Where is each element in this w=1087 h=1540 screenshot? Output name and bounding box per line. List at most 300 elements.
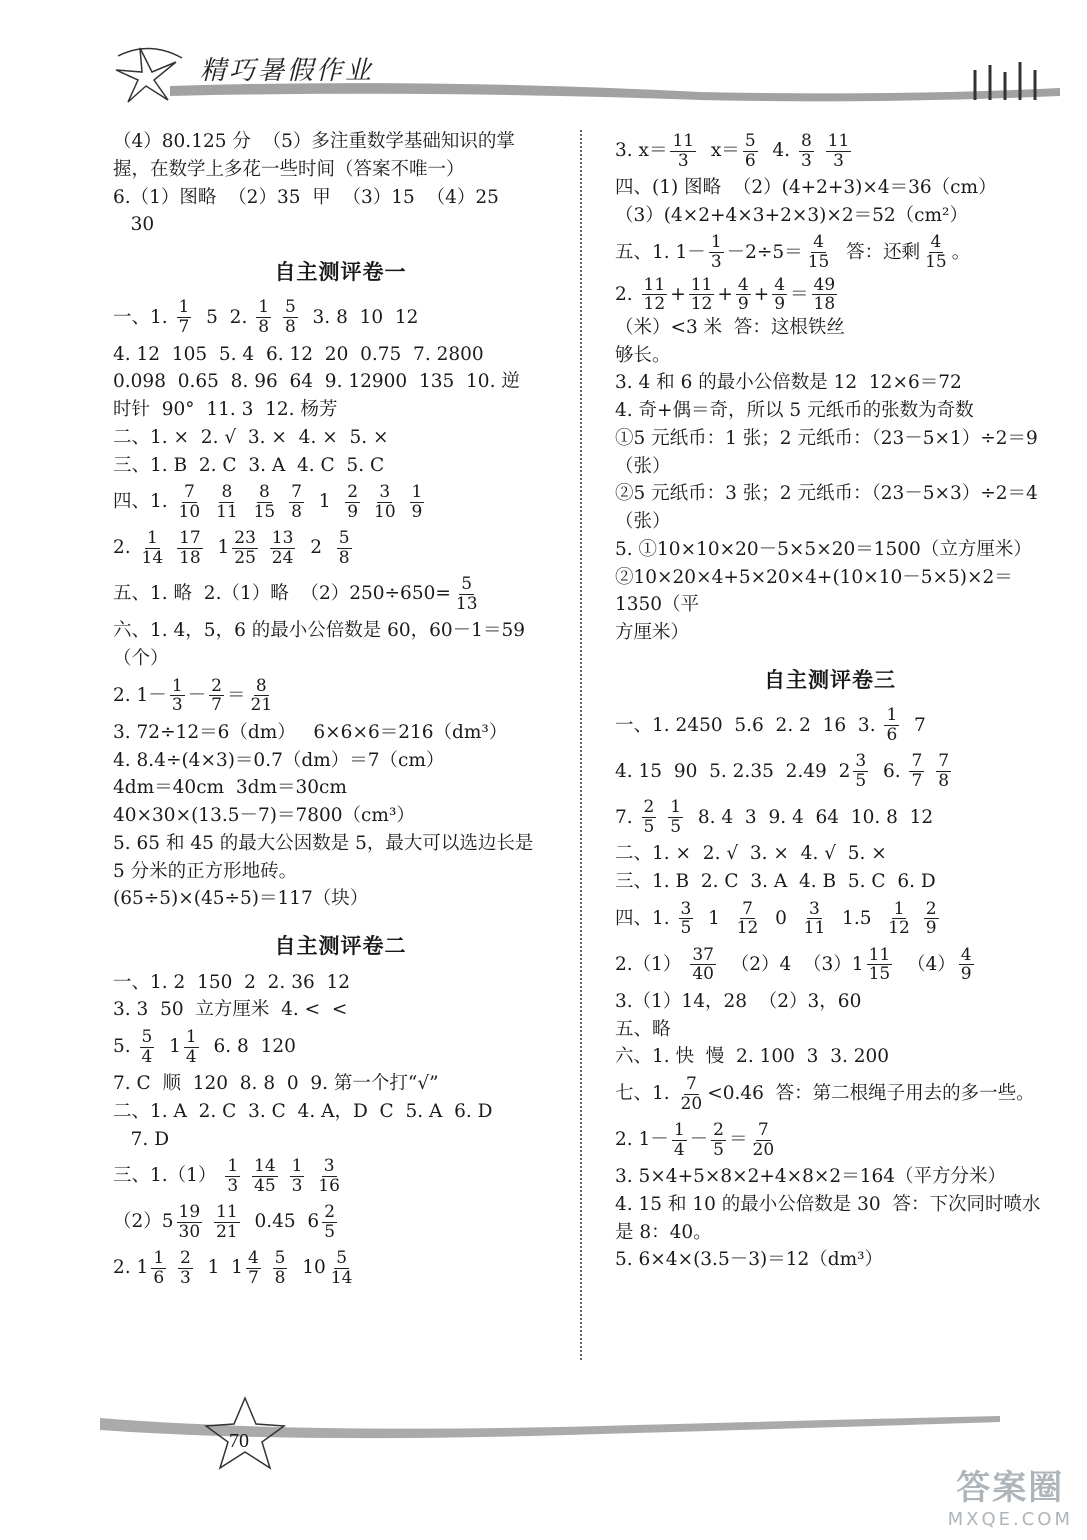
answer-line bbox=[113, 747, 568, 775]
fraction-numerator: 49 bbox=[813, 274, 836, 295]
answer-line bbox=[615, 397, 1045, 425]
answer-text: 4. bbox=[760, 140, 796, 162]
fraction-denominator: 25 bbox=[234, 547, 256, 568]
fraction bbox=[214, 1203, 240, 1241]
answer-text bbox=[243, 1162, 249, 1190]
answer-text: 3.（1）14，28 （2）3，60 bbox=[615, 990, 862, 1012]
page-number: 70 bbox=[229, 1430, 249, 1452]
answer-text: 六、1. 快 慢 2. 100 3 3. 200 bbox=[615, 1046, 890, 1068]
answer-text: ＝ bbox=[226, 684, 246, 706]
answer-line bbox=[113, 424, 568, 452]
left-column bbox=[113, 128, 568, 1291]
answer-text bbox=[280, 488, 286, 516]
fraction-denominator: 3 bbox=[180, 1267, 191, 1288]
answer-text: 4. 15 90 5. 2.35 2.49 2 bbox=[615, 760, 851, 782]
answer-text: 一、1. 2450 5.6 2. 2 16 3. bbox=[615, 714, 882, 736]
answer-text: 1 bbox=[306, 491, 343, 513]
fraction bbox=[337, 529, 352, 567]
fraction-numerator: 11 bbox=[827, 130, 850, 151]
fraction-denominator: 24 bbox=[271, 547, 294, 568]
answer-text: 10 bbox=[290, 1257, 326, 1279]
answer-text: （4） bbox=[895, 954, 956, 975]
answer-text: 5. 6×4×(3.5－3)＝12（dm³） bbox=[615, 1249, 884, 1271]
answer-text: ②10×20×4+5×20×4+(10×10－5×5)×2＝1350（平 bbox=[615, 566, 1013, 616]
fraction bbox=[672, 1121, 687, 1159]
answer-text bbox=[659, 804, 665, 832]
fraction-denominator: 7 bbox=[247, 1267, 259, 1288]
fraction-numerator: 2 bbox=[180, 1248, 191, 1269]
answer-line bbox=[615, 1071, 1045, 1117]
fraction-numerator: 4 bbox=[737, 274, 749, 295]
fraction-numerator: 7 bbox=[685, 1073, 697, 1094]
fraction-denominator: 5 bbox=[713, 1139, 724, 1160]
fraction-denominator: 4 bbox=[185, 1046, 197, 1067]
answer-line bbox=[615, 748, 1045, 794]
answer-text: 7 bbox=[902, 714, 926, 736]
fraction bbox=[232, 529, 258, 567]
answer-text: 二、1. × 2. √ 3. × 4. √ 5. × bbox=[615, 843, 887, 865]
fraction-denominator: 20 bbox=[752, 1139, 775, 1160]
fraction bbox=[252, 483, 278, 521]
answer-text: 6. bbox=[871, 760, 907, 782]
watermark-url: MXQE.COM bbox=[947, 1509, 1073, 1530]
fraction bbox=[689, 276, 715, 314]
fraction bbox=[372, 483, 398, 521]
answer-text: 3. 3 50 立方厘米 4. < < bbox=[113, 999, 348, 1021]
answer-text: ①5 元纸币：1 张；2 元纸币：（23－5×1）÷2＝9 bbox=[615, 427, 1038, 449]
fraction-denominator: 8 bbox=[291, 501, 302, 522]
fraction-denominator: 12 bbox=[736, 918, 759, 939]
fraction-denominator: 8 bbox=[938, 770, 950, 791]
answer-line bbox=[615, 369, 1045, 397]
answer-text: （张） bbox=[615, 511, 671, 533]
answer-text: 5. bbox=[113, 1036, 137, 1058]
fraction-denominator: 8 bbox=[258, 317, 270, 337]
fraction bbox=[140, 529, 166, 567]
fraction-denominator: 5 bbox=[643, 816, 655, 837]
answer-line bbox=[113, 1098, 568, 1126]
fraction-denominator: 3 bbox=[291, 1175, 303, 1196]
fraction-denominator: 21 bbox=[216, 1221, 238, 1242]
fraction-numerator: 2 bbox=[643, 797, 655, 818]
fraction bbox=[252, 1157, 278, 1195]
fraction bbox=[690, 946, 716, 984]
answer-text: －2÷5＝ bbox=[726, 241, 803, 263]
answer-text: 时针 90° 11. 3 12. 杨芳 bbox=[113, 399, 338, 420]
answer-line bbox=[615, 1191, 1045, 1219]
fraction-denominator: 7 bbox=[911, 770, 923, 791]
fraction-numerator: 5 bbox=[744, 130, 756, 151]
answer-text: （2）4 （3）1 bbox=[718, 954, 864, 975]
answer-text: x＝ bbox=[699, 140, 740, 162]
answer-text: （2）5 bbox=[113, 1211, 174, 1233]
answer-text: 1 bbox=[696, 908, 732, 929]
answer-text: 答：还剩 bbox=[834, 241, 921, 263]
test-2-answers bbox=[113, 969, 568, 1292]
answer-text: 三、1. B 2. C 3. A 4. C 5. C bbox=[113, 454, 385, 476]
answer-line bbox=[113, 830, 568, 858]
fraction-denominator: 12 bbox=[643, 294, 666, 315]
fraction-denominator: 3 bbox=[710, 252, 722, 272]
fraction bbox=[936, 752, 951, 790]
fraction-denominator: 15 bbox=[807, 252, 830, 272]
fraction-numerator: 37 bbox=[692, 944, 714, 965]
answer-text bbox=[205, 1208, 211, 1236]
fraction-denominator: 11 bbox=[216, 501, 238, 522]
fraction bbox=[679, 900, 694, 938]
fraction bbox=[246, 1249, 261, 1287]
fraction bbox=[711, 1121, 726, 1159]
answer-text bbox=[281, 1162, 287, 1190]
answer-line bbox=[615, 342, 1045, 370]
fraction-numerator: 4 bbox=[774, 274, 786, 295]
answer-line bbox=[113, 885, 568, 913]
answer-text: （个） bbox=[113, 648, 169, 669]
answer-line bbox=[113, 1024, 568, 1070]
fraction-numerator: 3 bbox=[855, 751, 867, 772]
header-decoration bbox=[0, 0, 1087, 115]
fraction-numerator: 11 bbox=[216, 1202, 238, 1223]
fraction bbox=[329, 1249, 355, 1287]
answer-text: （3）(4×2+4×3+2×3)×2＝52（cm²） bbox=[615, 204, 968, 226]
fraction-denominator: 9 bbox=[737, 294, 749, 315]
fraction bbox=[806, 233, 832, 271]
answer-text: 30 bbox=[113, 214, 155, 236]
answer-line bbox=[113, 1199, 568, 1245]
fraction bbox=[177, 298, 192, 336]
answer-text: 2. bbox=[615, 283, 639, 305]
answer-line bbox=[113, 858, 568, 886]
answer-text: 2. 1－ bbox=[615, 1129, 669, 1151]
fraction-denominator: 5 bbox=[670, 816, 682, 837]
fraction bbox=[170, 677, 185, 715]
answer-text: 1.5 bbox=[830, 908, 884, 929]
answer-text bbox=[168, 534, 174, 562]
fraction-denominator: 9 bbox=[774, 294, 786, 315]
fraction-denominator: 5 bbox=[855, 770, 867, 791]
answer-text: 40×30×(13.5－7)＝7800（cm³） bbox=[113, 805, 415, 826]
fraction-denominator: 10 bbox=[374, 501, 396, 522]
fraction bbox=[290, 1157, 305, 1195]
fraction-denominator: 15 bbox=[253, 501, 276, 522]
fraction-denominator: 3 bbox=[171, 695, 183, 716]
answer-text bbox=[363, 488, 369, 516]
answer-text: 一、1. 2 150 2 2. 36 12 bbox=[113, 971, 351, 993]
answer-line bbox=[113, 996, 568, 1024]
fraction-numerator: 3 bbox=[809, 898, 820, 919]
fraction bbox=[289, 483, 304, 521]
answer-text: ＝ bbox=[728, 1129, 748, 1151]
answer-line bbox=[113, 719, 568, 747]
answer-text: （米）<3 米 答：这根铁丝 bbox=[615, 316, 845, 338]
fraction-denominator: 14 bbox=[141, 547, 164, 568]
fraction bbox=[178, 1249, 193, 1287]
answer-line bbox=[615, 840, 1045, 868]
fraction-numerator: 7 bbox=[183, 482, 195, 503]
answer-line bbox=[113, 774, 568, 802]
fraction-denominator: 20 bbox=[680, 1093, 703, 1114]
fraction-denominator: 15 bbox=[925, 252, 947, 272]
answer-line bbox=[113, 479, 568, 525]
fraction bbox=[273, 1249, 288, 1287]
test-1-answers bbox=[113, 295, 568, 914]
fraction bbox=[736, 276, 751, 314]
answer-text: － bbox=[187, 684, 207, 706]
answer-text: 7. bbox=[615, 806, 639, 828]
answer-text: + bbox=[670, 283, 686, 305]
answer-line bbox=[113, 1245, 568, 1291]
test-2-continued-answers bbox=[615, 128, 1045, 647]
answer-line bbox=[615, 988, 1045, 1016]
right-column bbox=[615, 128, 1045, 1274]
fraction-denominator: 16 bbox=[318, 1175, 340, 1196]
fraction-numerator: 2 bbox=[925, 898, 937, 919]
fraction-numerator: 1 bbox=[673, 1119, 685, 1140]
fraction-denominator: 6 bbox=[153, 1267, 165, 1288]
fraction-denominator: 6 bbox=[886, 724, 898, 745]
fraction-numerator: 1 bbox=[153, 1248, 165, 1269]
answer-line bbox=[113, 525, 568, 571]
answer-text bbox=[264, 1254, 270, 1282]
fraction bbox=[670, 132, 696, 170]
fraction bbox=[853, 752, 868, 790]
header-title: 精巧暑假作业 bbox=[200, 56, 375, 86]
answer-text: 3. 5×4+5×8×2+4×8×2＝164（平方分米） bbox=[615, 1166, 1007, 1188]
answer-text bbox=[401, 488, 407, 516]
fraction bbox=[454, 575, 480, 613]
answer-line bbox=[615, 896, 1045, 942]
answer-line bbox=[615, 536, 1045, 564]
fraction bbox=[177, 529, 203, 567]
fraction-numerator: 11 bbox=[643, 274, 666, 295]
fraction bbox=[270, 529, 296, 567]
fraction bbox=[802, 900, 828, 938]
fraction bbox=[959, 946, 974, 984]
fraction-numerator: 17 bbox=[179, 528, 201, 549]
answer-text: 三、1. B 2. C 3. A 4. B 5. C 6. D bbox=[615, 871, 936, 893]
answer-text: 二、1. × 2. √ 3. × 4. × 5. × bbox=[113, 426, 389, 448]
answer-text: 3. 4 和 6 的最小公倍数是 12 12×6＝72 bbox=[615, 372, 962, 394]
fraction-denominator: 3 bbox=[677, 150, 689, 171]
fraction bbox=[642, 798, 657, 836]
fraction-denominator: 15 bbox=[868, 964, 891, 985]
answer-text: 方厘米） bbox=[615, 622, 690, 644]
fraction-numerator: 1 bbox=[291, 1156, 303, 1177]
answer-text bbox=[915, 905, 921, 933]
answer-text: ②5 元纸币：3 张；2 元纸币：（23－5×3）÷2＝4 bbox=[615, 483, 1038, 505]
answer-text: 3. x＝ bbox=[615, 140, 668, 162]
answer-text: 4. 15 和 10 的最小公倍数是 30 答：下次同时喷水 bbox=[615, 1193, 1041, 1215]
answer-line bbox=[113, 341, 568, 369]
fraction-numerator: 5 bbox=[336, 1248, 348, 1269]
answer-text: 七、1. bbox=[615, 1083, 676, 1105]
answer-text bbox=[261, 534, 267, 562]
answer-text: 0 bbox=[763, 908, 799, 929]
answer-line bbox=[113, 571, 568, 617]
fraction-denominator: 10 bbox=[178, 501, 201, 522]
answer-line bbox=[113, 396, 568, 424]
answer-text bbox=[243, 488, 249, 516]
fraction-denominator: 18 bbox=[179, 547, 201, 568]
answer-text: 四、(1) 图略 （2）(4+2+3)×4＝36（cm） bbox=[615, 177, 997, 198]
fraction-numerator: 8 bbox=[255, 675, 267, 696]
fraction-numerator: 4 bbox=[247, 1248, 259, 1269]
fraction-denominator: 3 bbox=[227, 1175, 239, 1196]
fraction-numerator: 19 bbox=[178, 1202, 201, 1223]
fraction-denominator: 5 bbox=[324, 1221, 336, 1242]
fraction-numerator: 11 bbox=[868, 944, 891, 965]
fraction bbox=[923, 233, 949, 271]
fraction bbox=[924, 900, 939, 938]
fraction bbox=[886, 900, 912, 938]
answer-line bbox=[615, 1219, 1045, 1247]
fraction-denominator: 9 bbox=[925, 918, 937, 939]
fraction-denominator: 4 bbox=[141, 1046, 153, 1067]
fraction-numerator: 8 bbox=[800, 130, 812, 151]
answer-text: （4）80.125 分 （5）多注重数学基础知识的掌 bbox=[113, 131, 515, 152]
fraction bbox=[867, 946, 893, 984]
answer-line bbox=[615, 1016, 1045, 1044]
answer-text: 四、1. bbox=[113, 491, 174, 513]
answer-line bbox=[113, 156, 568, 184]
answer-text: 握，在数学上多花一些时间（答案不唯一） bbox=[113, 158, 465, 180]
fraction-denominator: 12 bbox=[690, 294, 713, 315]
answer-line bbox=[113, 368, 568, 396]
answer-line bbox=[113, 211, 568, 239]
answer-text: 4. 奇+偶＝奇，所以 5 元纸币的张数为奇数 bbox=[615, 400, 974, 422]
fraction bbox=[316, 1157, 342, 1195]
answer-line bbox=[113, 802, 568, 830]
fraction-numerator: 4 bbox=[930, 232, 942, 253]
answer-text: 1 bbox=[157, 1036, 181, 1058]
fraction-numerator: 3 bbox=[323, 1156, 335, 1177]
fraction bbox=[249, 677, 275, 715]
answer-text: 三、1.（1） bbox=[113, 1165, 223, 1187]
answer-text: + bbox=[753, 283, 770, 305]
answer-text: 7. C 顺 120 8. 8 0 9. 第一个打“√” bbox=[113, 1073, 439, 1094]
fraction-denominator: 9 bbox=[960, 964, 972, 985]
page-header bbox=[0, 0, 1087, 115]
fraction-numerator: 7 bbox=[291, 482, 302, 503]
fraction-numerator: 2 bbox=[713, 1119, 724, 1140]
answer-text: 2. bbox=[113, 537, 137, 559]
answer-line bbox=[615, 1117, 1045, 1163]
fraction-denominator: 14 bbox=[330, 1267, 353, 1288]
answer-line bbox=[615, 425, 1045, 453]
fraction bbox=[812, 276, 838, 314]
watermark bbox=[948, 1460, 1073, 1530]
answer-line bbox=[113, 1153, 568, 1199]
answer-line bbox=[615, 508, 1045, 536]
answer-text: 0.45 6 bbox=[242, 1211, 320, 1233]
fraction-denominator: 11 bbox=[803, 918, 826, 939]
fraction-numerator: 1 bbox=[411, 482, 423, 503]
answer-text: 够长。 bbox=[615, 344, 671, 366]
answer-text: 8. 4 3 9. 4 64 10. 8 12 bbox=[686, 806, 934, 828]
fraction bbox=[909, 752, 924, 790]
answer-line bbox=[615, 174, 1045, 202]
answer-text: 1 bbox=[205, 537, 230, 559]
answer-text: 2. 1 bbox=[113, 1257, 149, 1279]
answer-text: 五、略 bbox=[615, 1018, 671, 1040]
fraction-numerator: 13 bbox=[271, 528, 294, 549]
fraction-numerator: 1 bbox=[886, 705, 898, 726]
fraction-numerator: 1 bbox=[670, 797, 682, 818]
answer-line bbox=[113, 645, 568, 673]
answer-text: 4. 12 105 5. 4 6. 12 20 0.75 7. 2800 bbox=[113, 343, 484, 365]
fraction bbox=[184, 1028, 199, 1066]
answer-line bbox=[615, 276, 1045, 342]
answer-text: 四、1. bbox=[615, 908, 676, 929]
answer-text: 五、1. 略 2.（1）略 （2）250÷650= bbox=[113, 583, 451, 605]
fraction-numerator: 7 bbox=[757, 1119, 769, 1140]
fraction-numerator: 1 bbox=[146, 528, 158, 549]
column-divider bbox=[580, 130, 582, 1360]
fraction-numerator: 3 bbox=[379, 482, 391, 503]
fraction-denominator: 7 bbox=[211, 695, 222, 716]
answer-text bbox=[307, 1162, 313, 1190]
fraction bbox=[225, 1157, 240, 1195]
answer-line bbox=[615, 702, 1045, 748]
fraction bbox=[256, 298, 271, 336]
answer-line bbox=[615, 453, 1045, 481]
fraction-numerator: 1 bbox=[185, 1026, 197, 1047]
answer-line bbox=[615, 230, 1045, 276]
fraction-denominator: 45 bbox=[254, 1175, 276, 1196]
answer-text: 4. 8.4÷(4×3)＝0.7（dm）＝7（cm） bbox=[113, 749, 445, 771]
fraction bbox=[884, 706, 899, 744]
answer-text: 3. 8 10 12 bbox=[300, 306, 419, 328]
fraction-denominator: 9 bbox=[347, 501, 359, 522]
fraction bbox=[214, 483, 240, 521]
answer-text: <0.46 答：第二根绳子用去的多一些。 bbox=[707, 1083, 1035, 1105]
fraction bbox=[735, 900, 761, 938]
fraction-denominator: 8 bbox=[284, 317, 296, 337]
section-title-test-1: 自主测评卷一 bbox=[274, 260, 407, 284]
fraction-numerator: 5 bbox=[461, 574, 473, 595]
answer-text: 0.098 0.65 8. 96 64 9. 12900 135 10. 逆 bbox=[113, 371, 520, 393]
answer-text bbox=[927, 758, 933, 786]
answer-line bbox=[113, 673, 568, 719]
answer-line bbox=[615, 942, 1045, 988]
fraction-numerator: 1 bbox=[178, 297, 190, 318]
answer-text bbox=[205, 488, 211, 516]
answer-text: 是 8：40。 bbox=[615, 1221, 712, 1243]
fraction-numerator: 1 bbox=[227, 1156, 239, 1177]
page-footer bbox=[0, 1390, 1087, 1536]
answer-text: 2 bbox=[298, 537, 334, 559]
answer-text: 3. 72÷12＝6（dm） 6×6×6＝216（dm³） bbox=[113, 721, 508, 743]
fraction-numerator: 7 bbox=[742, 898, 753, 919]
fraction-numerator: 2 bbox=[211, 675, 222, 696]
answer-text: 2.（1） bbox=[615, 954, 688, 975]
watermark-logo: 答案圈 bbox=[956, 1468, 1065, 1508]
fraction-numerator: 11 bbox=[690, 274, 713, 295]
answer-text: 2. 1－ bbox=[113, 684, 167, 706]
fraction-denominator: 6 bbox=[744, 150, 756, 171]
fraction bbox=[772, 276, 787, 314]
fraction-denominator: 5 bbox=[680, 918, 692, 939]
fraction-denominator: 40 bbox=[692, 964, 714, 985]
answer-text: + bbox=[717, 283, 733, 305]
fraction-numerator: 7 bbox=[938, 751, 950, 772]
answer-text: 6. 8 120 bbox=[201, 1036, 296, 1058]
answer-text: － bbox=[689, 1129, 709, 1151]
fraction-numerator: 5 bbox=[338, 528, 350, 549]
fraction-denominator: 13 bbox=[455, 593, 478, 614]
answer-line bbox=[113, 1070, 568, 1098]
answer-text: （张） bbox=[615, 455, 671, 477]
